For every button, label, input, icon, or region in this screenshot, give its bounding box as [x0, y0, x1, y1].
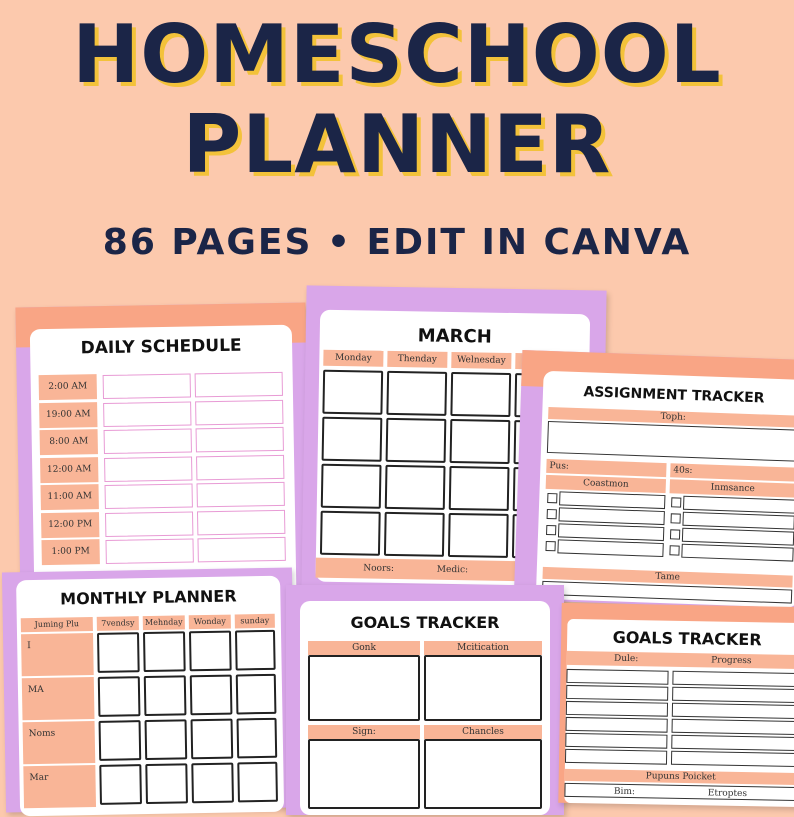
assignment-row-left[interactable] — [557, 539, 663, 557]
checkbox[interactable] — [546, 525, 556, 535]
goals2-row-left[interactable] — [566, 685, 668, 701]
checkbox[interactable] — [547, 493, 557, 503]
goals2-row-left[interactable] — [566, 669, 668, 685]
monthly-col-header: sunday — [235, 614, 275, 629]
monthly-planner-title: MONTHLY PLANNER — [60, 586, 237, 609]
monthly-day-cell[interactable] — [145, 719, 188, 760]
goals2-row-right[interactable] — [672, 671, 794, 687]
goals-tracker-sheet-2 — [558, 603, 794, 807]
march-day-cell[interactable] — [385, 465, 446, 510]
monthly-day-cell[interactable] — [143, 631, 186, 672]
march-day-cell[interactable] — [384, 512, 445, 557]
goals2-row-right[interactable] — [672, 719, 794, 735]
goals2-row-right[interactable] — [672, 687, 794, 703]
monthly-planner-sheet — [2, 567, 296, 812]
monthly-row-label: I — [21, 633, 94, 676]
goals-tracker-sheet-1 — [286, 585, 564, 815]
monthly-day-cell[interactable] — [237, 762, 278, 803]
monthly-day-cell[interactable] — [190, 675, 233, 716]
time-slot-label: 19:00 AM — [39, 402, 97, 428]
goals2-row-right[interactable] — [672, 703, 794, 719]
monthly-row-label: MA — [22, 677, 95, 720]
monthly-day-cell[interactable] — [98, 676, 141, 717]
march-day-header: Monday — [323, 350, 383, 367]
schedule-box[interactable] — [105, 538, 193, 564]
monthly-day-cell[interactable] — [189, 631, 232, 672]
assignment-row-left[interactable] — [559, 491, 665, 509]
daily-schedule-paper — [30, 325, 297, 600]
subtitle: 86 PAGES • EDIT IN CANVA — [102, 222, 692, 263]
goals1-box-1[interactable] — [308, 655, 420, 721]
march-day-cell[interactable] — [386, 418, 447, 463]
march-day-cell[interactable] — [320, 511, 381, 556]
assignment-right-label: 40s: — [670, 463, 794, 481]
schedule-box[interactable] — [196, 454, 284, 480]
march-day-cell[interactable] — [322, 370, 383, 415]
title-line-1: HOMESCHOOL — [72, 8, 722, 101]
schedule-box[interactable] — [197, 482, 285, 508]
schedule-box[interactable] — [197, 509, 285, 535]
topic-box[interactable] — [547, 421, 794, 462]
goals2-header-2: Progress — [711, 655, 752, 667]
goals2-row-left[interactable] — [565, 749, 667, 765]
march-day-cell[interactable] — [450, 372, 511, 417]
monthly-day-cell[interactable] — [99, 720, 142, 761]
assignment-bottom-label: Tame — [542, 567, 792, 588]
assignment-col2: Inmsance — [670, 479, 794, 497]
schedule-box[interactable] — [104, 428, 192, 454]
monthly-col-header: Mehnday — [143, 615, 185, 630]
daily-schedule-sheet — [15, 302, 310, 607]
goals2-row-left[interactable] — [566, 701, 668, 717]
march-day-header: Thenday — [387, 351, 447, 368]
time-slot-label: 2:00 AM — [39, 374, 97, 400]
march-title: MARCH — [417, 325, 492, 348]
march-day-cell[interactable] — [386, 371, 447, 416]
assignment-row-right[interactable] — [682, 528, 794, 546]
goals-tracker-title-2: GOALS TRACKER — [612, 627, 762, 650]
goals2-footer-1: Bim: — [613, 786, 636, 798]
goals2-row-left[interactable] — [566, 717, 668, 733]
goals1-header-1: Gonk — [308, 641, 420, 655]
march-footer-right: Medic: — [436, 564, 469, 576]
goals2-row-right[interactable] — [671, 751, 794, 767]
monthly-col-header: 7vendsy — [97, 616, 139, 631]
monthly-day-cell[interactable] — [237, 718, 278, 759]
monthly-row-label: Noms — [23, 721, 96, 764]
goals-tracker-title-1: GOALS TRACKER — [350, 613, 500, 632]
assignment-row-right[interactable] — [681, 544, 793, 562]
goals2-row-left[interactable] — [565, 733, 667, 749]
checkbox[interactable] — [669, 545, 679, 555]
monthly-day-cell[interactable] — [97, 632, 140, 673]
goals-tracker-paper-2 — [564, 619, 794, 807]
monthly-day-cell[interactable] — [145, 763, 188, 804]
monthly-day-cell[interactable] — [144, 675, 187, 716]
monthly-planner-paper — [16, 576, 284, 817]
checkbox[interactable] — [547, 509, 557, 519]
daily-schedule-title: DAILY SCHEDULE — [80, 335, 242, 359]
goals1-box-3[interactable] — [308, 739, 420, 809]
assignment-left-label: Pus: — [546, 459, 666, 477]
goals2-row-right[interactable] — [671, 735, 794, 751]
march-day-cell[interactable] — [449, 466, 510, 511]
goals2-footer-row — [564, 783, 794, 801]
schedule-box[interactable] — [105, 511, 193, 537]
goals1-box-4[interactable] — [424, 739, 542, 809]
march-footer — [316, 558, 516, 581]
schedule-box[interactable] — [103, 374, 191, 400]
schedule-box[interactable] — [104, 456, 192, 482]
schedule-box[interactable] — [197, 537, 285, 563]
assignment-row-left[interactable] — [558, 523, 664, 541]
time-slot-label: 8:00 AM — [40, 429, 98, 455]
checkbox[interactable] — [671, 497, 681, 507]
assignment-tracker-sheet — [514, 350, 794, 610]
time-slot-label: 12:00 AM — [40, 457, 98, 483]
monthly-day-cell[interactable] — [235, 630, 276, 671]
time-slot-label: 12:00 PM — [41, 512, 99, 538]
monthly-day-cell[interactable] — [99, 764, 142, 805]
topic-label: Toph: — [548, 407, 794, 428]
march-day-cell[interactable] — [448, 513, 509, 558]
time-slot-label: 11:00 AM — [41, 484, 99, 510]
assignment-col1: Coastmon — [546, 475, 666, 493]
monthly-col-header: Juming Plu — [21, 617, 93, 632]
assignment-row-left[interactable] — [558, 507, 664, 525]
schedule-box[interactable] — [195, 399, 283, 425]
goals-tracker-paper-1 — [300, 601, 550, 815]
goals1-box-2[interactable] — [424, 655, 542, 721]
time-slot-label: 1:00 PM — [41, 539, 99, 565]
checkbox[interactable] — [670, 529, 680, 539]
assignment-row-right[interactable] — [682, 512, 794, 530]
assignment-row-right[interactable] — [683, 496, 794, 514]
march-day-cell[interactable] — [321, 464, 382, 509]
checkbox[interactable] — [545, 541, 555, 551]
march-day-cell[interactable] — [450, 419, 511, 464]
monthly-day-cell[interactable] — [191, 719, 234, 760]
schedule-box[interactable] — [105, 483, 193, 509]
monthly-day-cell[interactable] — [236, 674, 277, 715]
schedule-box[interactable] — [196, 427, 284, 453]
assignment-tracker-title: ASSIGNMENT TRACKER — [583, 384, 765, 407]
checkbox[interactable] — [670, 513, 680, 523]
goals2-footer: Pupuns Poicket — [565, 769, 794, 785]
monthly-day-cell[interactable] — [191, 763, 234, 804]
goals2-header-1: Dule: — [613, 653, 639, 665]
goals1-header-2: Mcitication — [424, 641, 542, 655]
title-line-2: PLANNER — [182, 98, 612, 191]
goals2-header — [567, 651, 794, 669]
goals1-header-3: Sign: — [308, 725, 420, 739]
march-day-header: Welnesday — [451, 352, 511, 369]
schedule-box[interactable] — [103, 401, 191, 427]
assignment-tracker-paper — [536, 371, 794, 608]
schedule-box[interactable] — [195, 372, 283, 398]
goals1-header-4: Chancles — [424, 725, 542, 739]
goals2-footer-2: Etroptes — [707, 788, 748, 800]
monthly-row-label: Mar — [23, 765, 96, 808]
march-day-cell[interactable] — [322, 417, 383, 462]
march-footer-left: Noors: — [363, 563, 395, 574]
monthly-col-header: Wonday — [189, 615, 231, 630]
